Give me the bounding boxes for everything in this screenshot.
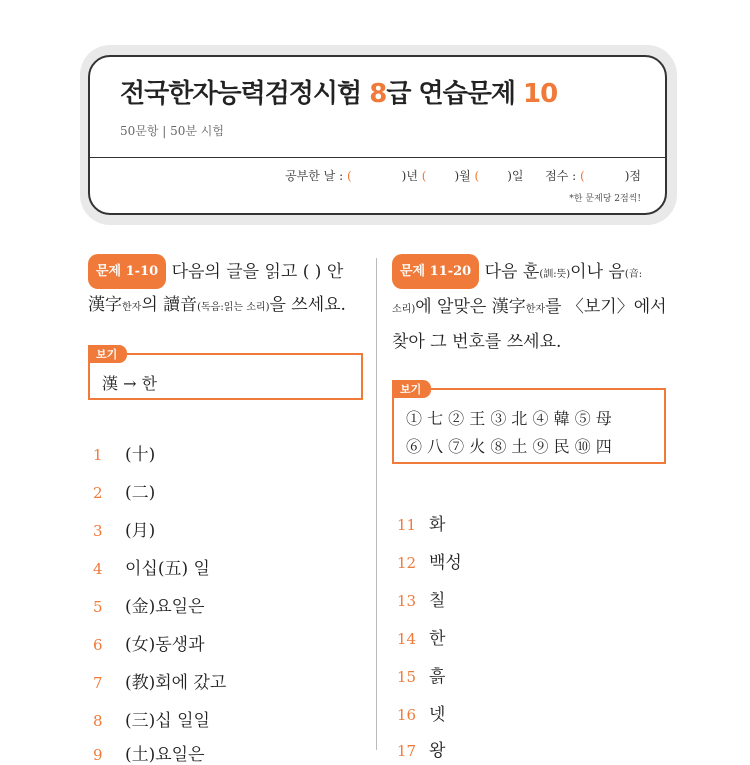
question-item: 3 (月) [93,521,156,541]
left-example-box [88,348,363,400]
scoring-note: *한 문제당 2점씩! [569,194,641,204]
example-row-2: ⑥ 八 ⑦ 火 ⑧ 土 ⑨ 民 ⑩ 四 [406,437,612,456]
question-item: 6 (女)동생과 [93,635,205,655]
question-item: 13 칠 [397,591,446,611]
example-row-1: ① 七 ② 王 ③ 北 ④ 韓 ⑤ 母 [406,409,612,428]
page-title: 전국한자능력검정시험 8급 연습문제 10 [120,79,558,109]
example-content: 漢 → 한 [102,374,158,393]
problem-tag-11-20: 문제 11-20 [392,254,479,289]
example-label: 보기 [88,345,127,363]
question-item: 4 이십(五) 일 [93,559,210,579]
question-item: 15 흙 [397,667,446,687]
question-item: 9 (土)요일은 [93,745,205,765]
question-item: 8 (三)십 일일 [93,711,210,731]
column-divider [376,258,377,750]
question-item: 2 (二) [93,483,156,503]
right-instruction: 문제 11-20 다음 훈(訓:뜻)이나 음(音: 소리)에 알맞은 漢字한자를 〈보기〉에서 찾아 그 번호를 쓰세요. [392,254,672,359]
left-instruction: 문제 1-10 다음의 글을 읽고 ( ) 안 漢字한자의 讀音(독음:읽는 소리)을 쓰세요. [88,254,373,324]
question-item: 7 (教)회에 갔고 [93,673,227,693]
study-record: 공부한 날 : ( )년 ( )월 ( )일 점수 : ( )점 [285,169,641,183]
page-subtitle: 50문항 | 50분 시험 [120,124,224,138]
header-card [88,55,667,215]
question-item: 1 (十) [93,445,156,465]
question-item: 11 화 [397,515,446,535]
right-example-box [392,383,666,464]
question-item: 17 왕 [397,741,446,761]
card-divider [90,157,665,158]
example-label: 보기 [392,380,431,398]
question-item: 16 넷 [397,705,446,725]
question-item: 5 (金)요일은 [93,597,205,617]
question-item: 14 한 [397,629,446,649]
question-item: 12 백성 [397,553,462,573]
problem-tag-1-10: 문제 1-10 [88,254,166,289]
